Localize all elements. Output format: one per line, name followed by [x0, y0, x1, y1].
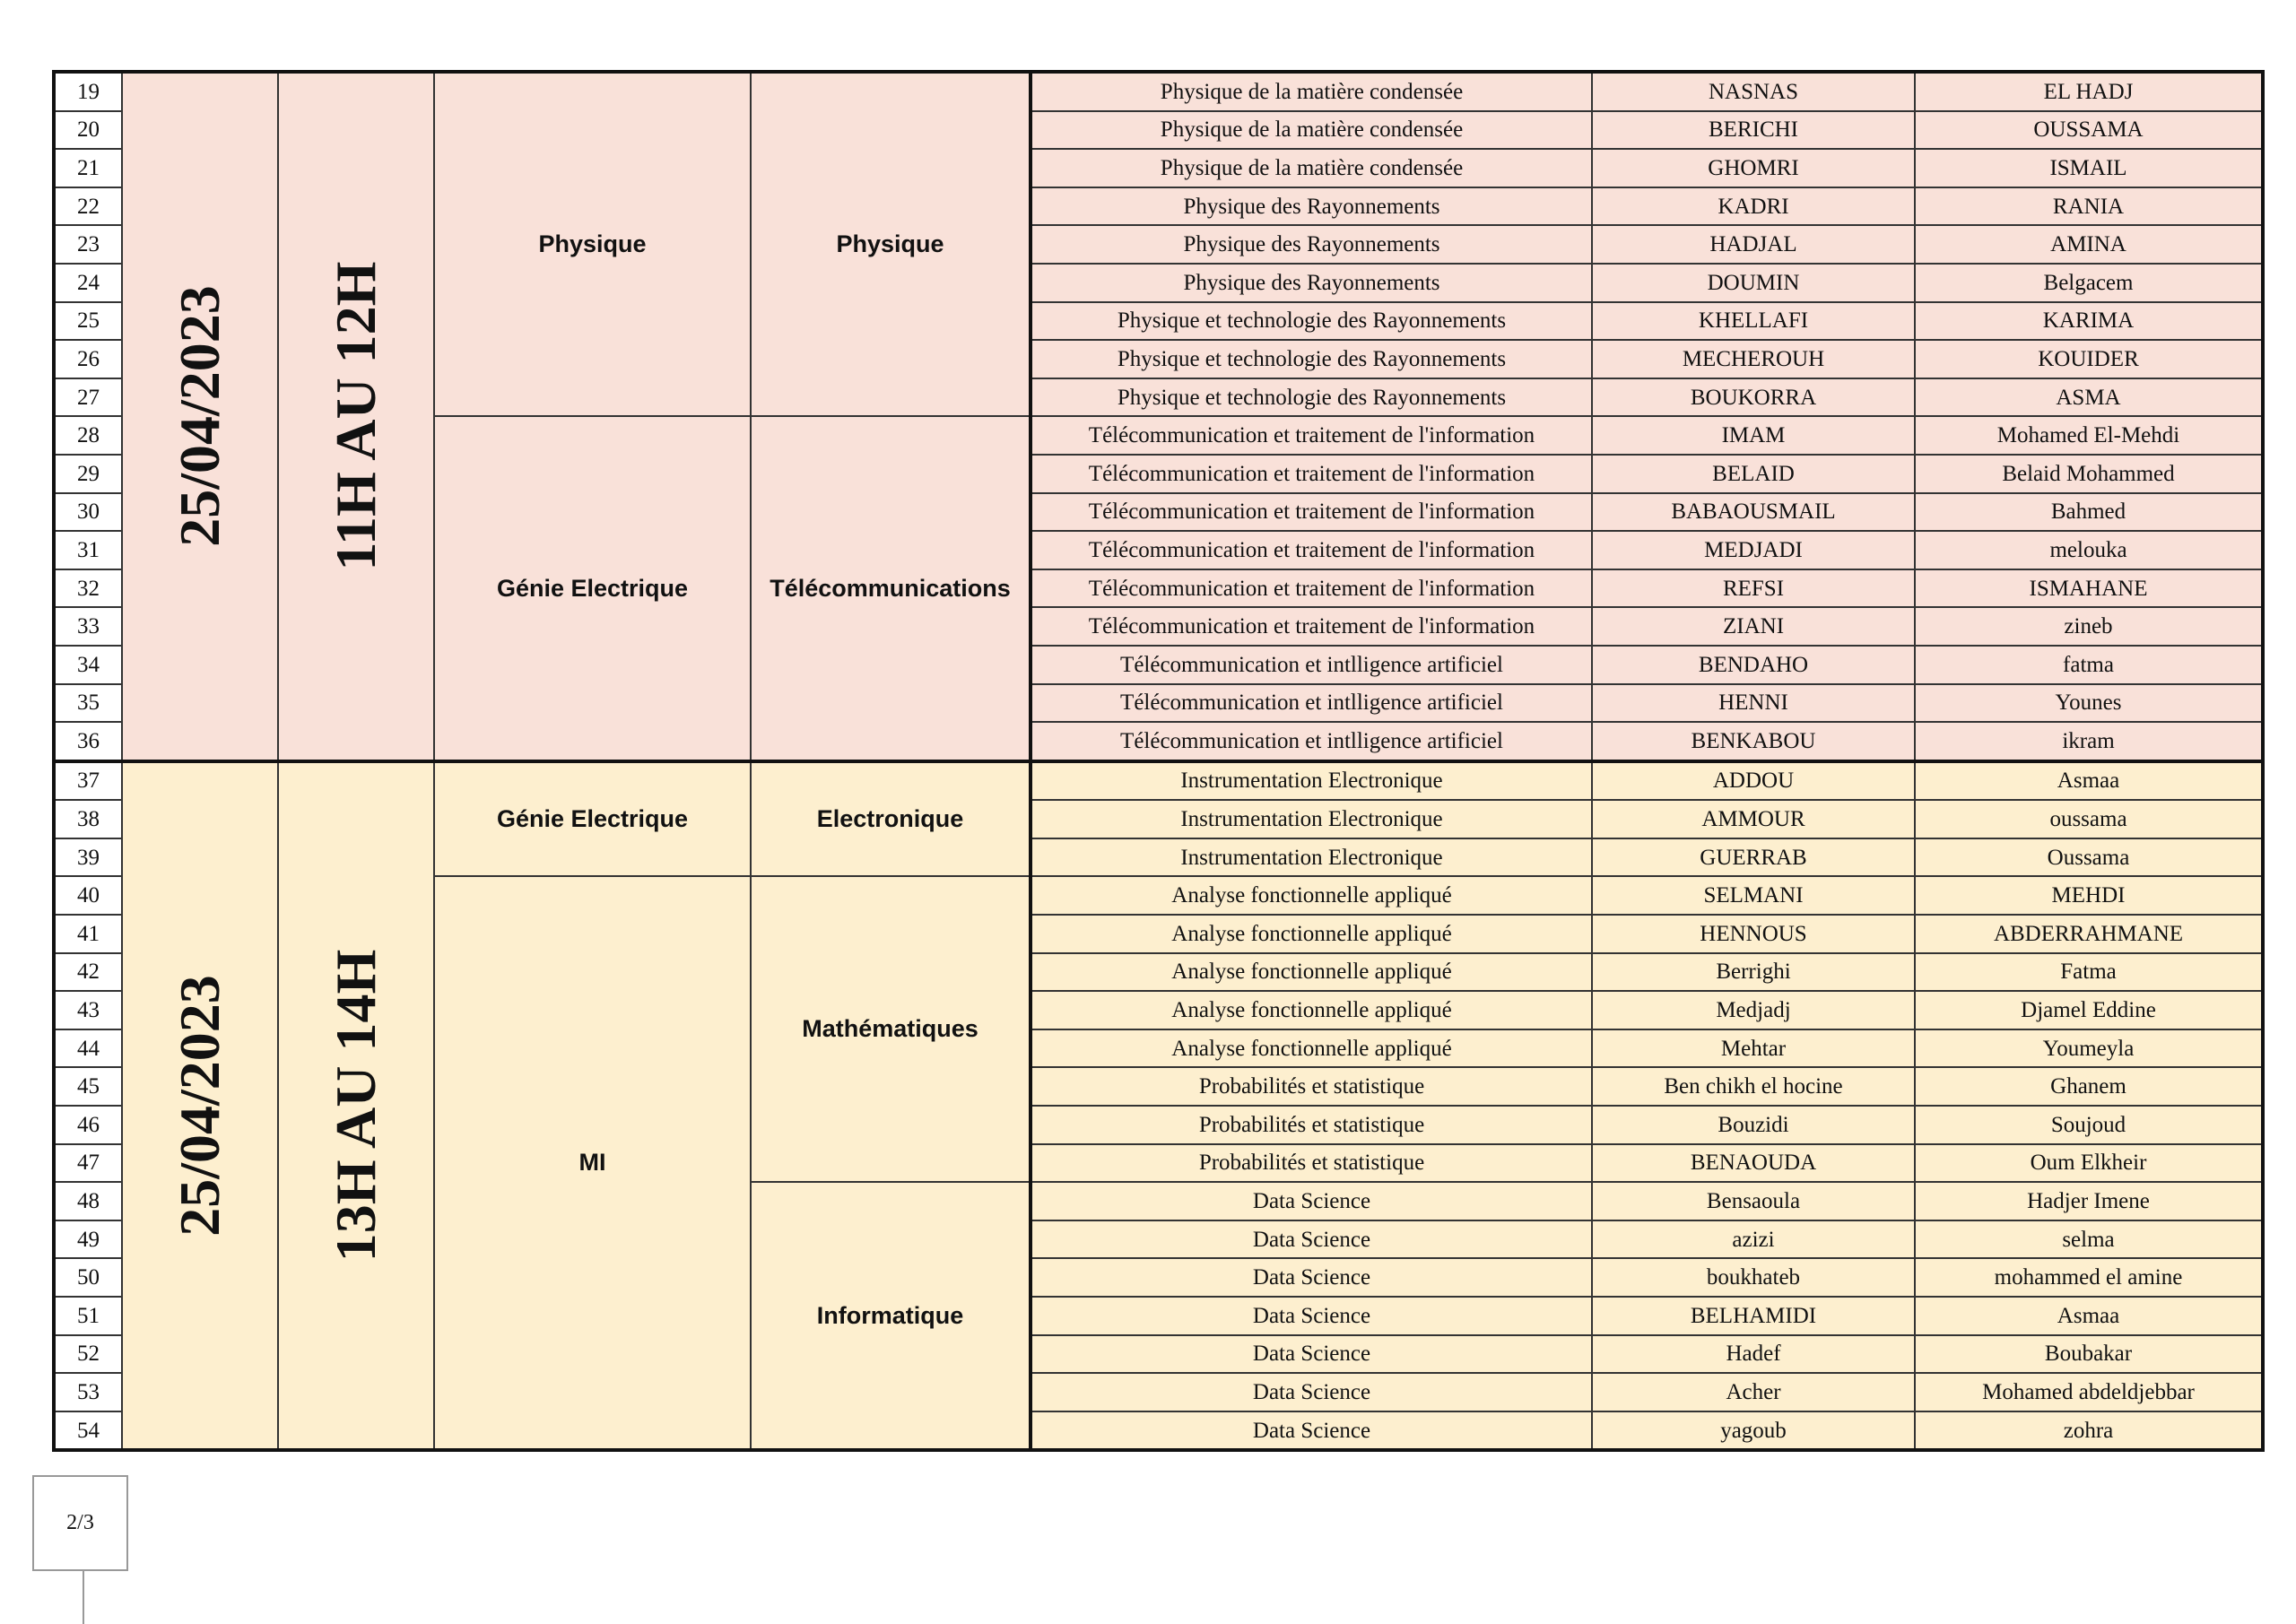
row-number: 40	[54, 876, 122, 915]
first-name-cell: Hadjer Imene	[1915, 1182, 2263, 1220]
specialty-cell: Physique de la matière condensée	[1031, 72, 1592, 111]
specialty-cell: Analyse fonctionnelle appliqué	[1031, 1029, 1592, 1068]
faculty-cell: Génie Electrique	[434, 761, 751, 877]
last-name-cell: BELAID	[1592, 455, 1915, 493]
row-number: 37	[54, 761, 122, 801]
first-name-cell: KARIMA	[1915, 302, 2263, 341]
specialty-cell: Physique de la matière condensée	[1031, 149, 1592, 187]
last-name-cell: KADRI	[1592, 187, 1915, 226]
first-name-cell: MEHDI	[1915, 876, 2263, 915]
row-number: 47	[54, 1144, 122, 1183]
faculty-cell: Génie Electrique	[434, 416, 751, 760]
specialty-cell: Data Science	[1031, 1182, 1592, 1220]
row-number: 24	[54, 264, 122, 302]
last-name-cell: KHELLAFI	[1592, 302, 1915, 341]
last-name-cell: DOUMIN	[1592, 264, 1915, 302]
specialty-cell: Analyse fonctionnelle appliqué	[1031, 991, 1592, 1029]
last-name-cell: NASNAS	[1592, 72, 1915, 111]
specialty-cell: Télécommunication et traitement de l'information	[1031, 493, 1592, 532]
first-name-cell: Asmaa	[1915, 761, 2263, 801]
row-number: 21	[54, 149, 122, 187]
specialty-cell: Analyse fonctionnelle appliqué	[1031, 953, 1592, 992]
specialty-cell: Probabilités et statistique	[1031, 1067, 1592, 1106]
last-name-cell: GHOMRI	[1592, 149, 1915, 187]
row-number: 19	[54, 72, 122, 111]
specialty-cell: Instrumentation Electronique	[1031, 800, 1592, 838]
specialty-cell: Data Science	[1031, 1411, 1592, 1451]
first-name-cell: Asmaa	[1915, 1297, 2263, 1335]
specialty-cell: Probabilités et statistique	[1031, 1144, 1592, 1183]
row-number: 39	[54, 838, 122, 877]
first-name-cell: Youmeyla	[1915, 1029, 2263, 1068]
row-number: 44	[54, 1029, 122, 1068]
table-row	[54, 761, 2263, 801]
specialty-cell: Instrumentation Electronique	[1031, 838, 1592, 877]
specialty-cell: Physique et technologie des Rayonnements	[1031, 378, 1592, 417]
last-name-cell: BERICHI	[1592, 111, 1915, 150]
first-name-cell: zohra	[1915, 1411, 2263, 1451]
first-name-cell: Oum Elkheir	[1915, 1144, 2263, 1183]
last-name-cell: BOUKORRA	[1592, 378, 1915, 417]
exam-date: 25/04/2023	[168, 285, 231, 548]
last-name-cell: REFSI	[1592, 569, 1915, 608]
specialty-cell: Physique de la matière condensée	[1031, 111, 1592, 150]
first-name-cell: mohammed el amine	[1915, 1258, 2263, 1297]
last-name-cell: AMMOUR	[1592, 800, 1915, 838]
last-name-cell: MECHEROUH	[1592, 340, 1915, 378]
last-name-cell: BELHAMIDI	[1592, 1297, 1915, 1335]
specialty-cell: Télécommunication et traitement de l'information	[1031, 531, 1592, 569]
row-number: 22	[54, 187, 122, 226]
exam-time-cell	[278, 72, 434, 761]
last-name-cell: Medjadj	[1592, 991, 1915, 1029]
specialty-cell: Télécommunication et intlligence artificiel	[1031, 684, 1592, 723]
first-name-cell: RANIA	[1915, 187, 2263, 226]
last-name-cell: Bensaoula	[1592, 1182, 1915, 1220]
specialty-cell: Physique et technologie des Rayonnements	[1031, 302, 1592, 341]
specialty-cell: Data Science	[1031, 1335, 1592, 1374]
department-cell: Informatique	[751, 1182, 1031, 1450]
table-row	[54, 72, 2263, 111]
first-name-cell: ISMAHANE	[1915, 569, 2263, 608]
faculty-cell: Physique	[434, 72, 751, 416]
first-name-cell: ABDERRAHMANE	[1915, 915, 2263, 953]
row-number: 25	[54, 302, 122, 341]
last-name-cell: Mehtar	[1592, 1029, 1915, 1068]
specialty-cell: Data Science	[1031, 1297, 1592, 1335]
first-name-cell: Mohamed El-Mehdi	[1915, 416, 2263, 455]
last-name-cell: Berrighi	[1592, 953, 1915, 992]
last-name-cell: Ben chikh el hocine	[1592, 1067, 1915, 1106]
row-number: 29	[54, 455, 122, 493]
specialty-cell: Analyse fonctionnelle appliqué	[1031, 915, 1592, 953]
first-name-cell: Boubakar	[1915, 1335, 2263, 1374]
first-name-cell: Bahmed	[1915, 493, 2263, 532]
row-number: 43	[54, 991, 122, 1029]
department-cell: Mathématiques	[751, 876, 1031, 1182]
last-name-cell: GUERRAB	[1592, 838, 1915, 877]
row-number: 36	[54, 722, 122, 761]
row-number: 27	[54, 378, 122, 417]
last-name-cell: HADJAL	[1592, 225, 1915, 264]
row-number: 35	[54, 684, 122, 723]
first-name-cell: Oussama	[1915, 838, 2263, 877]
last-name-cell: SELMANI	[1592, 876, 1915, 915]
specialty-cell: Physique des Rayonnements	[1031, 187, 1592, 226]
exam-time: 11H AU 12H	[324, 261, 387, 571]
page-marker-line	[83, 1569, 84, 1624]
row-number: 28	[54, 416, 122, 455]
specialty-cell: Probabilités et statistique	[1031, 1106, 1592, 1144]
specialty-cell: Analyse fonctionnelle appliqué	[1031, 876, 1592, 915]
last-name-cell: Hadef	[1592, 1335, 1915, 1374]
last-name-cell: HENNI	[1592, 684, 1915, 723]
specialty-cell: Télécommunication et traitement de l'information	[1031, 416, 1592, 455]
row-number: 45	[54, 1067, 122, 1106]
first-name-cell: melouka	[1915, 531, 2263, 569]
first-name-cell: Younes	[1915, 684, 2263, 723]
last-name-cell: Acher	[1592, 1373, 1915, 1411]
row-number: 49	[54, 1220, 122, 1259]
department-cell: Electronique	[751, 761, 1031, 877]
first-name-cell: ISMAIL	[1915, 149, 2263, 187]
first-name-cell: fatma	[1915, 646, 2263, 684]
specialty-cell: Instrumentation Electronique	[1031, 761, 1592, 801]
row-number: 20	[54, 111, 122, 150]
last-name-cell: BENKABOU	[1592, 722, 1915, 761]
row-number: 42	[54, 953, 122, 992]
last-name-cell: boukhateb	[1592, 1258, 1915, 1297]
department-cell: Télécommunications	[751, 416, 1031, 760]
exam-date: 25/04/2023	[168, 975, 231, 1237]
row-number: 53	[54, 1373, 122, 1411]
specialty-cell: Télécommunication et traitement de l'information	[1031, 569, 1592, 608]
first-name-cell: ikram	[1915, 722, 2263, 761]
first-name-cell: Belaid Mohammed	[1915, 455, 2263, 493]
specialty-cell: Physique des Rayonnements	[1031, 264, 1592, 302]
first-name-cell: selma	[1915, 1220, 2263, 1259]
department-cell: Physique	[751, 72, 1031, 416]
first-name-cell: OUSSAMA	[1915, 111, 2263, 150]
last-name-cell: ADDOU	[1592, 761, 1915, 801]
first-name-cell: KOUIDER	[1915, 340, 2263, 378]
schedule-table	[52, 70, 2265, 1452]
row-number: 50	[54, 1258, 122, 1297]
first-name-cell: zineb	[1915, 607, 2263, 646]
last-name-cell: BABAOUSMAIL	[1592, 493, 1915, 532]
specialty-cell: Data Science	[1031, 1373, 1592, 1411]
specialty-cell: Télécommunication et traitement de l'information	[1031, 607, 1592, 646]
specialty-cell: Physique et technologie des Rayonnements	[1031, 340, 1592, 378]
exam-time: 13H AU 14H	[324, 949, 387, 1263]
first-name-cell: Mohamed abdeldjebbar	[1915, 1373, 2263, 1411]
first-name-cell: ASMA	[1915, 378, 2263, 417]
last-name-cell: IMAM	[1592, 416, 1915, 455]
row-number: 52	[54, 1335, 122, 1374]
specialty-cell: Physique des Rayonnements	[1031, 225, 1592, 264]
specialty-cell: Data Science	[1031, 1258, 1592, 1297]
specialty-cell: Télécommunication et intlligence artificiel	[1031, 722, 1592, 761]
specialty-cell: Télécommunication et traitement de l'information	[1031, 455, 1592, 493]
last-name-cell: BENAOUDA	[1592, 1144, 1915, 1183]
specialty-cell: Télécommunication et intlligence artificiel	[1031, 646, 1592, 684]
row-number: 33	[54, 607, 122, 646]
row-number: 31	[54, 531, 122, 569]
first-name-cell: AMINA	[1915, 225, 2263, 264]
specialty-cell: Data Science	[1031, 1220, 1592, 1259]
first-name-cell: Fatma	[1915, 953, 2263, 992]
last-name-cell: Bouzidi	[1592, 1106, 1915, 1144]
page-indicator: 2/3	[66, 1511, 94, 1534]
first-name-cell: Belgacem	[1915, 264, 2263, 302]
row-number: 32	[54, 569, 122, 608]
last-name-cell: MEDJADI	[1592, 531, 1915, 569]
row-number: 41	[54, 915, 122, 953]
row-number: 26	[54, 340, 122, 378]
last-name-cell: yagoub	[1592, 1411, 1915, 1451]
last-name-cell: HENNOUS	[1592, 915, 1915, 953]
row-number: 46	[54, 1106, 122, 1144]
exam-time-cell	[278, 761, 434, 1451]
first-name-cell: EL HADJ	[1915, 72, 2263, 111]
row-number: 48	[54, 1182, 122, 1220]
first-name-cell: Djamel Eddine	[1915, 991, 2263, 1029]
first-name-cell: Ghanem	[1915, 1067, 2263, 1106]
last-name-cell: BENDAHO	[1592, 646, 1915, 684]
faculty-cell: MI	[434, 876, 751, 1450]
first-name-cell: Soujoud	[1915, 1106, 2263, 1144]
page-number-box	[32, 1475, 128, 1571]
first-name-cell: oussama	[1915, 800, 2263, 838]
row-number: 38	[54, 800, 122, 838]
last-name-cell: azizi	[1592, 1220, 1915, 1259]
row-number: 23	[54, 225, 122, 264]
exam-date-cell	[122, 72, 278, 761]
row-number: 54	[54, 1411, 122, 1451]
row-number: 30	[54, 493, 122, 532]
row-number: 51	[54, 1297, 122, 1335]
row-number: 34	[54, 646, 122, 684]
last-name-cell: ZIANI	[1592, 607, 1915, 646]
exam-date-cell	[122, 761, 278, 1451]
